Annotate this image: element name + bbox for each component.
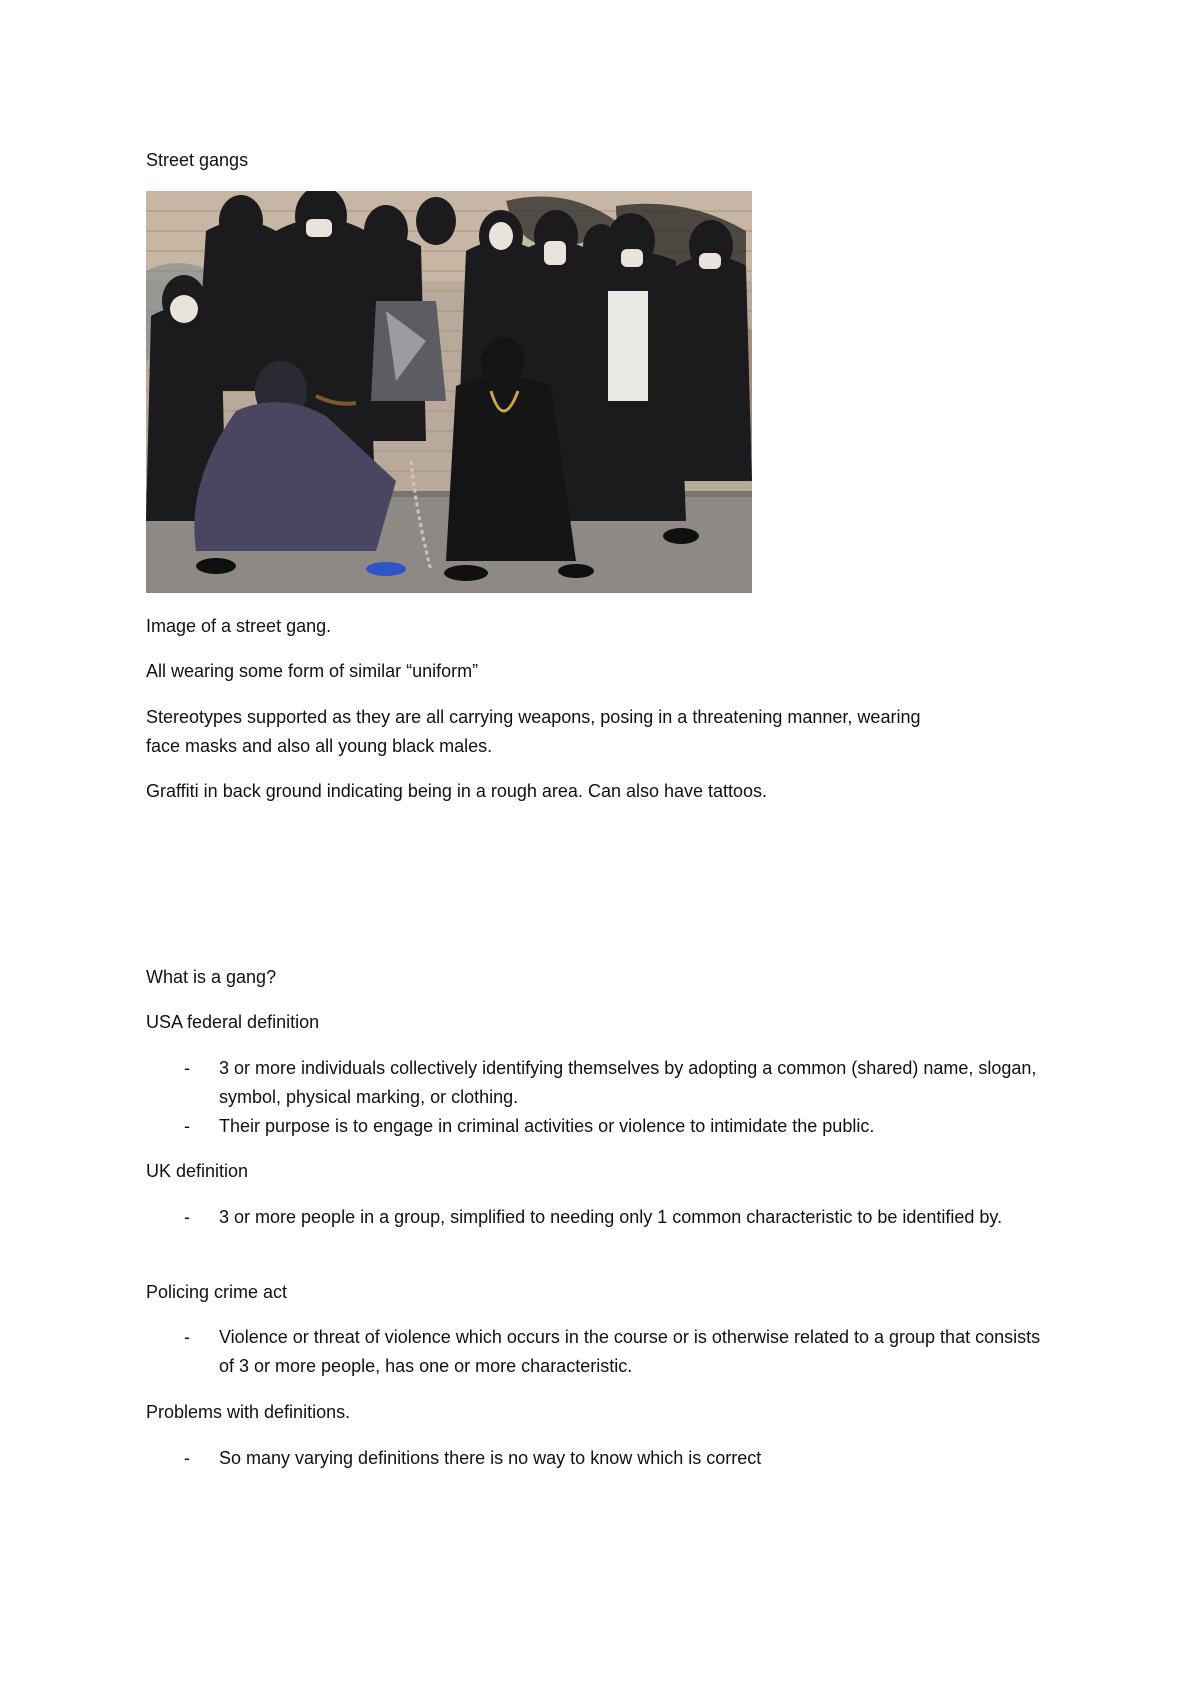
uniform-note: All wearing some form of similar “uniform” [146, 661, 479, 681]
section-title-what-is-a-gang: What is a gang? [146, 967, 277, 987]
list-dash: - [184, 1058, 190, 1078]
usa-definition-item-2 [146, 1112, 1046, 1141]
policing-crime-act-item-1 [146, 1323, 1046, 1381]
list-item-text: So many varying definitions there is no way to know which is correct [219, 1448, 762, 1468]
list-item-text: 3 or more individuals collectively identifying themselves by adopting a common (shared) name, slogan, symbol, physical marking, or clothing. [219, 1058, 1037, 1107]
photo-caption: Image of a street gang. [146, 616, 332, 636]
section-title-street-gangs: Street gangs [146, 150, 249, 170]
list-item-text: Violence or threat of violence which occurs in the course or is otherwise related to a group that consists of 3 or more people, has one or more characteristic. [219, 1327, 1041, 1376]
street-gang-photo [146, 191, 752, 593]
policing-crime-act-heading: Policing crime act [146, 1282, 288, 1302]
list-dash: - [184, 1116, 190, 1136]
list-item-text: 3 or more people in a group, simplified to needing only 1 common characteristic to be identified by. [219, 1207, 1003, 1227]
problems-heading: Problems with definitions. [146, 1402, 351, 1422]
list-dash: - [184, 1207, 190, 1227]
uk-definition-item-1 [146, 1203, 1046, 1232]
uk-definition-heading: UK definition [146, 1161, 249, 1181]
stereotypes-note-line1: Stereotypes supported as they are all carrying weapons, posing in a threatening manner, wearing [146, 707, 921, 727]
problems-item-1 [146, 1444, 1046, 1473]
list-dash: - [184, 1448, 190, 1468]
graffiti-note: Graffiti in back ground indicating being in a rough area. Can also have tattoos. [146, 781, 768, 801]
stereotypes-note-line2: face masks and also all young black males. [146, 736, 493, 756]
list-dash: - [184, 1327, 190, 1347]
usa-definition-heading: USA federal definition [146, 1012, 320, 1032]
usa-definition-item-1 [146, 1054, 1046, 1112]
list-item-text: Their purpose is to engage in criminal activities or violence to intimidate the public. [219, 1116, 875, 1136]
